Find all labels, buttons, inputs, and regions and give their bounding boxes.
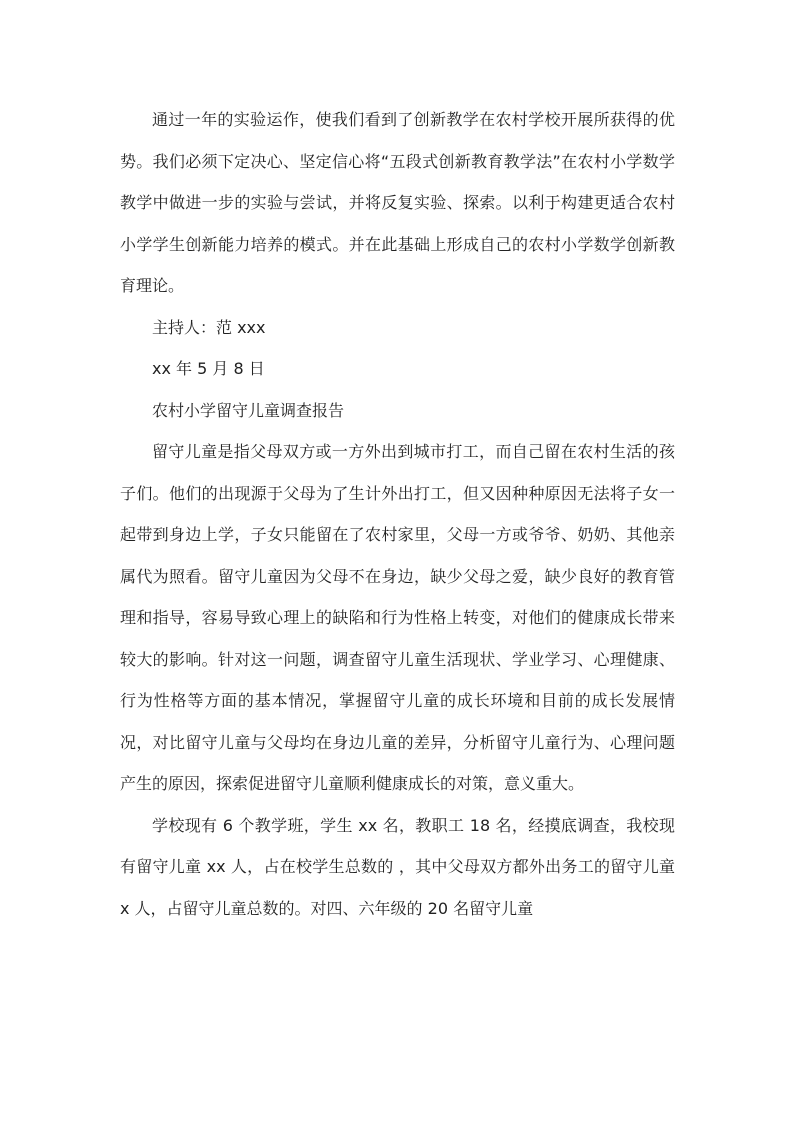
paragraph-experiment-summary: 通过一年的实验运作，使我们看到了创新教学在农村学校开展所获得的优势。我们必须下定决心、坚定信心将“五段式创新教育教学法”在农村小学数学教学中做进一步的实验与尝试，并将反复实验、探索。以利于构建更适合农村小学学生创新能力培养的模式。并在此基础上形成自己的农村小学数学创新教育理论。 [120, 110, 675, 295]
host-line: 主持人：范 xxx [152, 317, 266, 337]
paragraph-school-survey: 学校现有 6 个教学班，学生 xx 名，教职工 18 名，经摸底调查，我校现有留守儿童 xx 人，占在校学生总数的 ，其中父母双方都外出务工的留守儿童 x 人，占留守儿童总数的。对四、六年级的 20 名留守儿童 [120, 815, 675, 918]
report-title: 农村小学留守儿童调查报告 [152, 400, 345, 420]
document-body [120, 99, 675, 929]
date-line: xx 年 5 月 8 日 [152, 359, 265, 378]
paragraph-left-behind-children: 留守儿童是指父母双方或一方外出到城市打工，而自己留在农村生活的孩子们。他们的出现源于父母为了生计外出打工，但又因种种原因无法将子女一起带到身边上学，子女只能留在了农村家里，父母一方或爷爷、奶奶、其他亲属代为照看。留守儿童因为父母不在身边，缺少父母之爱，缺少良好的教育管理和指导，容易导致心理上的缺陷和行为性格上转变，对他们的健康成长带来较大的影响。针对这一问题，调查留守儿童生活现状、学业学习、心理健康、行为性格等方面的基本情况，掌握留守儿童的成长环境和目前的成长发展情况，对比留守儿童与父母均在身边儿童的差异，分析留守儿童行为、心理问题产生的原因，探索促进留守儿童顺利健康成长的对策，意义重大。 [120, 442, 675, 793]
